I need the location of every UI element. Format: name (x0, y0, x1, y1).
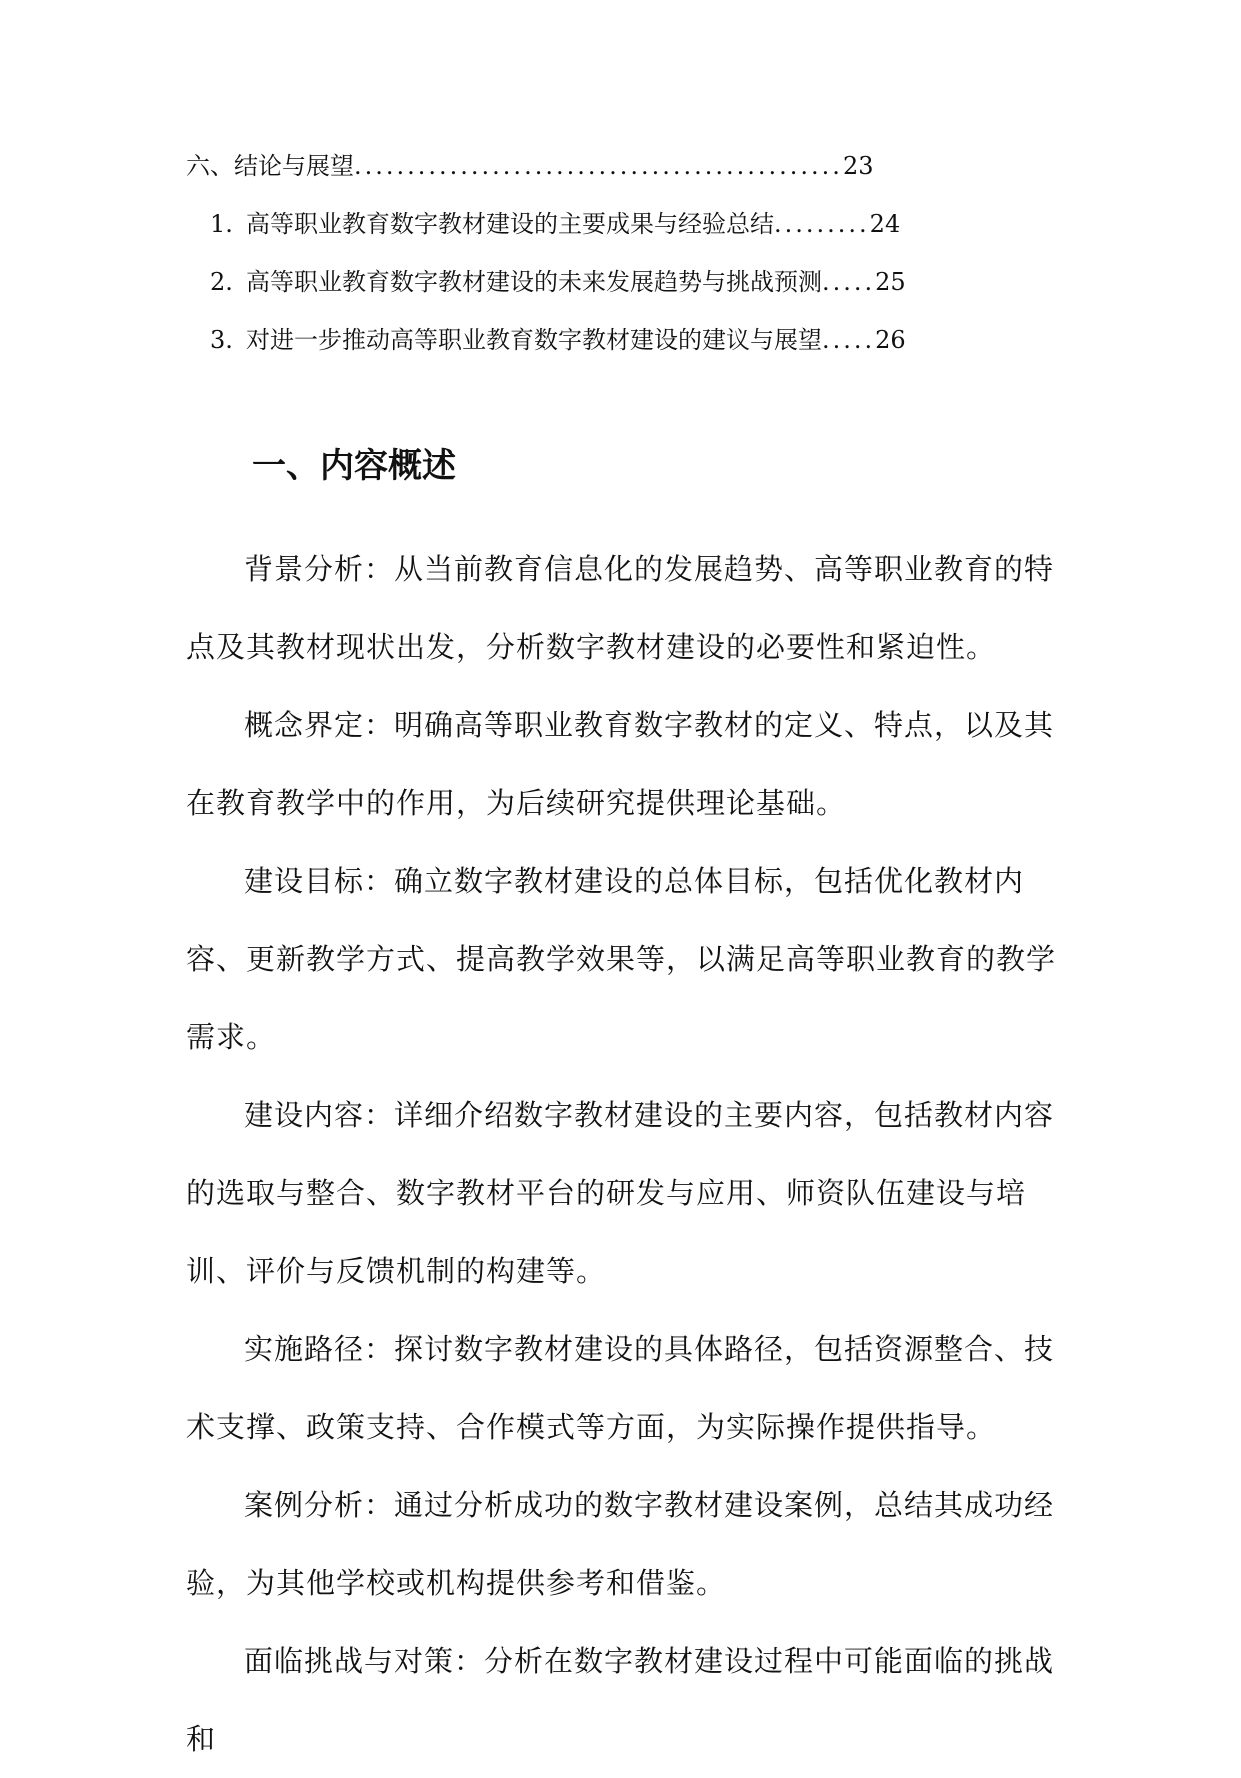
toc-entry-page: 24 (869, 210, 901, 238)
toc-entry[interactable] (210, 322, 906, 358)
toc-entry-leader: ......... (774, 210, 870, 238)
toc-entry-title: 六、结论与展望 (186, 152, 354, 180)
toc-entry-title: 高等职业教育数字教材建设的未来发展趋势与挑战预测 (246, 268, 822, 296)
toc-entry-title: 高等职业教育数字教材建设的主要成果与经验总结 (246, 210, 774, 238)
toc-entry[interactable] (210, 264, 906, 300)
toc-entry-page: 26 (875, 326, 906, 354)
section-body (186, 530, 1056, 1778)
toc-entry[interactable] (186, 148, 873, 184)
toc-entry-leader: .............................................. (354, 152, 843, 180)
toc-entry-number: 1. (210, 210, 233, 238)
toc-entry-page: 25 (875, 268, 906, 296)
toc-entry-number: 3. (210, 326, 233, 354)
toc-entry-number: 2. (210, 268, 233, 296)
paragraph-content: 建设内容：详细介绍数字教材建设的主要内容，包括教材内容的选取与整合、数字教材平台的研发与应用、师资队伍建设与培训、评价与反馈机制的构建等。 (186, 1098, 1055, 1288)
paragraph-case-study: 案例分析：通过分析成功的数字教材建设案例，总结其成功经验，为其他学校或机构提供参考和借鉴。 (186, 1488, 1055, 1600)
section-heading: 一、内容概述 (252, 446, 456, 486)
toc-entry-page: 23 (842, 152, 874, 180)
paragraph-background: 背景分析：从当前教育信息化的发展趋势、高等职业教育的特点及其教材现状出发，分析数字教材建设的必要性和紧迫性。 (186, 552, 1055, 664)
toc-entry[interactable] (210, 206, 900, 242)
toc-entry-title: 对进一步推动高等职业教育数字教材建设的建议与展望 (246, 326, 822, 354)
paragraph-goals: 建设目标：确立数字教材建设的总体目标，包括优化教材内容、更新教学方式、提高教学效果等，以满足高等职业教育的教学需求。 (186, 864, 1057, 1054)
toc-entry-leader: ..... (822, 268, 876, 296)
paragraph-definition: 概念界定：明确高等职业教育数字教材的定义、特点，以及其在教育教学中的作用，为后续研究提供理论基础。 (186, 708, 1055, 820)
toc-entry-leader: ..... (822, 326, 876, 354)
paragraph-implementation: 实施路径：探讨数字教材建设的具体路径，包括资源整合、技术支撑、政策支持、合作模式等方面，为实际操作提供指导。 (186, 1332, 1055, 1444)
paragraph-challenges: 面临挑战与对策：分析在数字教材建设过程中可能面临的挑战和 (186, 1644, 1055, 1756)
